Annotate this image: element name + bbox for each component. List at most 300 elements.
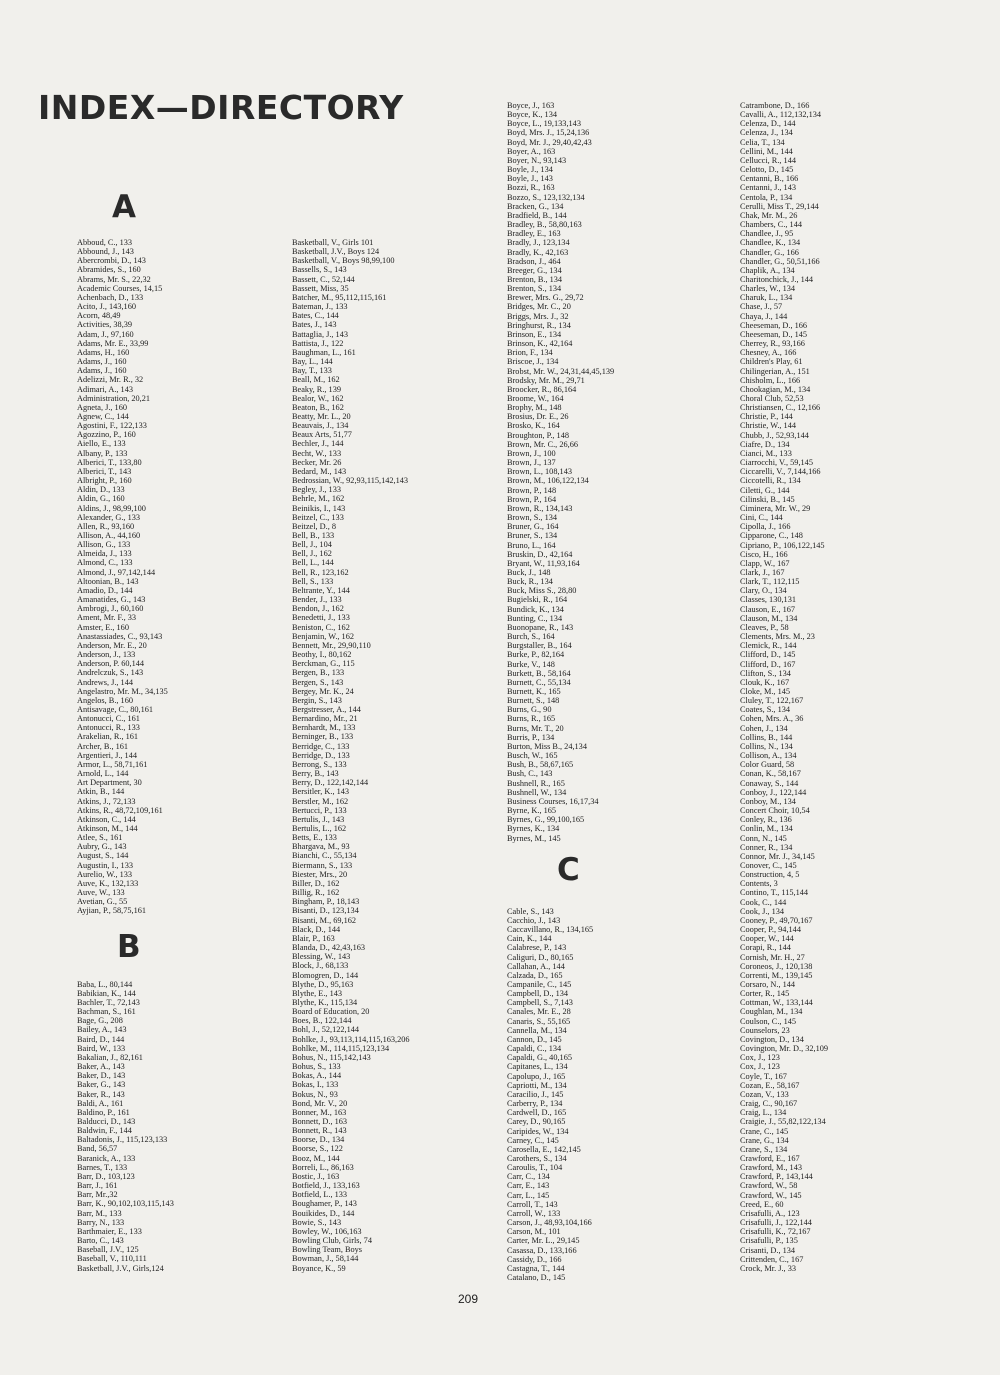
index-entry: Anderson, Mr. E., 20 — [77, 640, 147, 650]
index-entry: Contents, 3 — [740, 879, 778, 889]
index-entry: Brown, R., 134,143 — [507, 503, 573, 513]
index-entry: Albany, P., 133 — [77, 448, 128, 458]
index-entry: Alberici, T., 143 — [77, 466, 132, 476]
index-entry: Adams, J., 160 — [77, 366, 127, 376]
index-entry: Bergin, S., 143 — [292, 695, 342, 705]
index-entry: Brown, J., 137 — [507, 458, 556, 468]
index-entry: Bowling Club, Girls, 74 — [292, 1236, 372, 1246]
index-entry: Baranick, A., 133 — [77, 1153, 136, 1163]
index-entry: Bell, J., 104 — [292, 540, 332, 550]
index-entry: Chubb, J., 52,93,144 — [740, 430, 809, 440]
index-entry: Crisafulli, A., 123 — [740, 1208, 800, 1218]
index-entry: Coates, S., 134 — [740, 705, 791, 715]
index-entry: Aldins, J., 98,99,100 — [77, 503, 146, 513]
index-entry: Borreli, L., 86,163 — [292, 1162, 354, 1172]
index-entry: Cottman, W., 133,144 — [740, 998, 813, 1008]
index-entry: Blessing, W., 143 — [292, 952, 351, 962]
index-entry: Brown, L., 108,143 — [507, 467, 572, 477]
index-entry: Black, D., 144 — [292, 924, 341, 934]
index-entry: Ament, Mr. F., 33 — [77, 613, 137, 623]
index-entry: Berrong, S., 133 — [292, 759, 347, 769]
index-entry — [77, 925, 277, 934]
index-entry: Barnes, T., 133 — [77, 1162, 128, 1172]
index-entry: Batcher, M., 95,112,115,161 — [292, 292, 387, 302]
index-entry: August, S., 144 — [77, 851, 129, 861]
index-entry: Campbell, D., 134 — [507, 989, 569, 999]
index-entry: Archer, B., 161 — [77, 741, 129, 751]
index-entry: Adams, H., 160 — [77, 347, 130, 357]
index-entry: Boyd, Mrs. J., 15,24,136 — [507, 128, 590, 138]
index-entry: Carroll, W., 133 — [507, 1208, 561, 1218]
index-entry: Boorse, D., 134 — [292, 1135, 345, 1145]
index-entry: Bedrossian, W., 92,93,115,142,143 — [292, 476, 409, 486]
index-entry: Classes, 130,131 — [740, 595, 797, 605]
index-entry: Agozzino, P., 160 — [77, 430, 136, 440]
index-entry: Carey, D., 90,165 — [507, 1117, 566, 1127]
index-entry: Allison, A., 44,160 — [77, 531, 141, 540]
index-entry: Briscoe, J., 134 — [507, 357, 559, 367]
index-column-3 — [507, 101, 727, 1282]
index-entry: Burns, R., 165 — [507, 714, 556, 724]
index-entry: Barry, N., 133 — [77, 1217, 125, 1227]
index-entry: Brenton, B., 134 — [507, 274, 563, 284]
index-entry: Boyer, N., 93,143 — [507, 155, 567, 165]
index-entry: Bushnell, R., 165 — [507, 778, 565, 788]
index-entry: Avetian, G., 55 — [77, 897, 128, 907]
index-entry: Bersitler, K., 143 — [292, 787, 350, 797]
index-entry: Burnett, K., 165 — [507, 687, 561, 696]
index-entry: Cheeseman, D., 145 — [740, 329, 808, 339]
index-entry: Carothers, S., 134 — [507, 1153, 567, 1163]
index-entry: Boyance, K., 59 — [292, 1263, 346, 1273]
index-entry: Bunting, C., 134 — [507, 613, 563, 623]
index-entry: Baker, R., 143 — [77, 1089, 125, 1099]
index-entry: Bealor, W., 162 — [292, 393, 344, 403]
index-entry: Bozzo, S., 123,132,134 — [507, 192, 585, 202]
index-entry: Baldino, P., 161 — [77, 1107, 130, 1117]
index-entry: Busch, W., 165 — [507, 751, 558, 761]
index-entry: Atkins, J., 72,133 — [77, 796, 136, 806]
index-entry: Chaplik, A., 134 — [740, 265, 795, 275]
index-entry: Buck, Miss S., 28,80 — [507, 586, 577, 596]
index-entry: Conaway, S., 144 — [740, 778, 799, 788]
index-entry: Callahan, A., 144 — [507, 961, 565, 971]
index-entry: Bokas, A., 144 — [292, 1071, 342, 1081]
index-entry: Armor, L., 58,71,161 — [77, 759, 148, 769]
index-entry: Blythe, K., 115,134 — [292, 997, 358, 1007]
index-entry: Chandlee, K., 134 — [740, 238, 801, 248]
index-entry: Baseball, V., 110,111 — [77, 1254, 147, 1264]
index-entry: Bushnell, W., 134 — [507, 787, 567, 797]
index-entry: Conner, R., 134 — [740, 842, 793, 852]
index-entry — [507, 879, 727, 888]
index-entry: Crane, G., 134 — [740, 1135, 789, 1145]
index-entry: Abbound, J., 143 — [77, 247, 134, 257]
index-entry: Bohus, N., 115,142,143 — [292, 1052, 371, 1062]
index-entry: Berry, B., 143 — [292, 769, 339, 779]
index-entry: Berry, D., 122,142,144 — [292, 778, 369, 788]
index-entry: Chisholm, L., 166 — [740, 375, 801, 385]
index-entry: Clifford, D., 145 — [740, 650, 796, 660]
index-entry: Ciarrocchi, V., 59,145 — [740, 458, 813, 468]
index-entry: Bryant, W., 11,93,164 — [507, 558, 580, 568]
index-entry: Bechler, J., 144 — [292, 439, 344, 449]
index-entry: Creed, E., 60 — [740, 1199, 784, 1209]
index-entry: Atlee, S., 161 — [77, 833, 123, 843]
index-entry: Bianchi, C., 55,134 — [292, 851, 357, 861]
index-entry: Bush, C., 143 — [507, 769, 553, 779]
index-entry: Cozan, V., 133 — [740, 1089, 789, 1099]
index-entry: Burns, G., 90 — [507, 705, 552, 715]
index-entry: Bonnett, R., 143 — [292, 1126, 347, 1136]
index-entry: Baseball, J.V., 125 — [77, 1245, 139, 1255]
index-entry: Clauson, M., 134 — [740, 613, 798, 623]
index-entry: Betts, E., 133 — [292, 833, 337, 843]
index-entry: Bringhurst, R., 134 — [507, 320, 571, 330]
index-entry: Cellucci, R., 144 — [740, 155, 796, 165]
index-entry: Coyle, T., 167 — [740, 1071, 787, 1081]
index-entry: Chak, Mr. M., 26 — [740, 210, 798, 220]
index-entry: Barr, D., 103,123 — [77, 1171, 135, 1181]
index-entry: Botfield, L., 133 — [292, 1190, 348, 1200]
index-entry: Choral Club, 52,53 — [740, 394, 804, 403]
index-entry: Biller, D., 162 — [292, 878, 340, 888]
index-entry: Crittenden, C., 167 — [740, 1254, 804, 1264]
index-entry: Broughton, P., 148 — [507, 430, 570, 440]
index-entry: Allen, R., 93,160 — [77, 521, 135, 531]
index-entry: Bond, Mr. V., 20 — [292, 1098, 348, 1108]
index-entry: Corter, R., 145 — [740, 989, 790, 999]
index-entry: Calzada, D., 165 — [507, 970, 563, 980]
index-entry: Carter, Mr. L., 29,145 — [507, 1236, 580, 1246]
index-entry: Catrambone, D., 166 — [740, 101, 810, 110]
index-entry: Agnew, C., 144 — [77, 411, 129, 421]
index-entry: Beatty, Mr. L., 20 — [292, 411, 351, 421]
index-entry: Brosius, Dr. E., 26 — [507, 412, 569, 422]
index-entry: Cipriano, P., 106,122,145 — [740, 540, 825, 550]
index-column-2 — [292, 238, 497, 1273]
index-entry: Conan, K., 58,167 — [740, 769, 801, 779]
index-entry: Band, 56,57 — [77, 1144, 118, 1154]
index-entry: Ciletti, G., 144 — [740, 485, 790, 495]
index-entry: Concert Choir, 10,54 — [740, 806, 810, 816]
index-entry: Argentieri, J., 144 — [77, 750, 137, 760]
index-entry: Bergen, S., 143 — [292, 677, 344, 687]
index-entry: Bradly, J., 123,134 — [507, 238, 570, 248]
index-entry: Chaya, J., 144 — [740, 311, 788, 321]
index-entry: Bell, S., 133 — [292, 576, 334, 586]
index-entry: Corsaro, N., 144 — [740, 980, 796, 989]
index-entry: Bakalian, J., 82,161 — [77, 1052, 143, 1062]
index-entry: Charitonchick, J., 144 — [740, 274, 814, 284]
index-entry: Bergey, Mr. K., 24 — [292, 686, 354, 696]
index-entry: Bowley, W., 106,163 — [292, 1226, 362, 1236]
index-entry: Cellini, M., 144 — [740, 146, 793, 156]
index-entry: Art Department, 30 — [77, 778, 142, 788]
index-entry: Bage, G., 208 — [77, 1016, 123, 1026]
index-entry: Clark, J., 167 — [740, 567, 785, 577]
index-entry: Altoonian, B., 143 — [77, 576, 139, 586]
index-entry: Adelizzi, Mr. R., 32 — [77, 375, 144, 385]
index-entry: Ciafre, D., 134 — [740, 439, 790, 449]
index-entry: Adam, J., 97,160 — [77, 329, 134, 339]
index-entry: Aldin, G., 160 — [77, 494, 125, 504]
index-entry: Crane, C., 145 — [740, 1126, 789, 1136]
index-entry: Brobst, Mr. W., 24,31,44,45,139 — [507, 366, 615, 376]
index-entry: Color Guard, 58 — [740, 760, 795, 770]
index-entry: Bernardino, Mr., 21 — [292, 714, 358, 724]
index-entry — [77, 934, 277, 943]
index-entry: Baba, L., 80,144 — [77, 979, 133, 989]
index-entry: Craig, L., 134 — [740, 1108, 787, 1118]
index-entry: Cavalli, A., 112,132,134 — [740, 110, 822, 120]
index-entry: Burke, P., 82,164 — [507, 650, 565, 660]
index-entry: Brewer, Mrs. G., 29,72 — [507, 293, 584, 303]
index-entry: Blair, P., 163 — [292, 933, 335, 943]
index-entry: Bay, L., 144 — [292, 357, 333, 367]
index-entry: Covington, D., 134 — [740, 1034, 804, 1044]
index-entry: Christie, W., 144 — [740, 421, 797, 431]
index-entry: Battaglia, J., 143 — [292, 329, 348, 339]
index-entry: Beaky, R., 139 — [292, 384, 342, 394]
index-entry: Buonopane, R., 143 — [507, 622, 574, 632]
section-letter-b: B — [117, 929, 141, 965]
index-entry: Boorse, S., 122 — [292, 1144, 343, 1154]
index-entry: Battista, J., 122 — [292, 338, 344, 348]
index-entry: Cain, K., 144 — [507, 934, 552, 944]
index-entry: Cannella, M., 134 — [507, 1025, 567, 1035]
index-entry: Chase, J., 57 — [740, 302, 783, 312]
index-entry: Anderson, P. 60,144 — [77, 659, 145, 669]
index-entry: Cipparone, C., 148 — [740, 531, 803, 541]
index-entry: Benjamin, W., 162 — [292, 631, 354, 641]
index-entry: Carr, L., 145 — [507, 1190, 550, 1200]
index-entry: Bailey, A., 143 — [77, 1025, 127, 1035]
index-entry: Amanatides, G., 143 — [77, 595, 146, 605]
index-entry: Bertulis, L., 162 — [292, 824, 347, 833]
index-entry: Counselors, 23 — [740, 1025, 790, 1035]
index-entry: Chandler, G., 166 — [740, 247, 799, 257]
index-entry: Beitzel, C., 133 — [292, 512, 344, 522]
index-entry: Bisanti, D., 123,134 — [292, 906, 359, 916]
index-entry: Acito, J., 143,160 — [77, 302, 136, 312]
index-entry: Celia, T., 134 — [740, 137, 785, 147]
index-entry: Canales, Mr. E., 28 — [507, 1007, 571, 1017]
index-entry: Ciccarelli, V., 7,144,166 — [740, 467, 821, 477]
index-entry: Brinson, E., 134 — [507, 329, 562, 339]
index-entry: Blanda, D., 42,43,163 — [292, 943, 366, 953]
index-entry: Bugielski, R., 164 — [507, 595, 568, 605]
index-entry: Bisanti, M., 69,162 — [292, 915, 357, 925]
index-entry: Atkinson, C., 144 — [77, 814, 136, 824]
index-entry: Cilinski, B., 145 — [740, 494, 795, 504]
index-entry: Bouikides, D., 144 — [292, 1208, 355, 1218]
index-entry: Cluley, T., 122,167 — [740, 696, 804, 706]
index-entry: Bergstresser, A., 144 — [292, 704, 361, 714]
index-entry: Bachman, S., 161 — [77, 1007, 136, 1017]
index-entry: Barr, M., 133 — [77, 1208, 122, 1218]
index-entry: Corapi, R., 144 — [740, 943, 791, 953]
index-entry: Adams, Mr. E., 33,99 — [77, 338, 149, 348]
index-entry — [77, 952, 277, 961]
index-entry: Beniston, C., 162 — [292, 622, 350, 632]
index-entry: Cook, J., 134 — [740, 906, 785, 916]
index-entry: Briggs, Mrs. J., 32 — [507, 311, 569, 321]
index-entry: Capaldi, G., 40,165 — [507, 1053, 572, 1063]
index-entry: Bell, J., 162 — [292, 549, 332, 559]
index-entry: Canaris, S., 55,165 — [507, 1016, 571, 1026]
index-entry: Anderson, J., 133 — [77, 650, 136, 660]
index-entry: Bowie, S., 143 — [292, 1217, 342, 1227]
index-entry: Cardwell, D., 165 — [507, 1108, 567, 1118]
index-entry: Covington, Mr. D., 32,109 — [740, 1044, 829, 1054]
index-entry: Baker, A., 143 — [77, 1062, 125, 1072]
index-entry: Boyce, K., 134 — [507, 110, 558, 120]
index-entry: Casassa, D., 133,166 — [507, 1245, 577, 1255]
index-entry: Burgstaller, B., 164 — [507, 641, 572, 651]
index-entry: Cooney, P., 49,70,167 — [740, 915, 813, 925]
index-entry: Brophy, M., 148 — [507, 403, 562, 413]
index-entry: Bell, L., 144 — [292, 558, 334, 568]
index-entry: Conn, N., 145 — [740, 833, 787, 843]
index-entry: Atkins, R., 48,72,109,161 — [77, 805, 163, 815]
index-entry: Caccavillano, R., 134,165 — [507, 925, 594, 935]
index-entry: Bradley, B., 58,80,163 — [507, 220, 582, 230]
index-entry: Clary, O., 134 — [740, 586, 787, 596]
index-entry: Beitzel, D., 8 — [292, 521, 337, 531]
index-entry: Berridge, D., 133 — [292, 750, 350, 760]
index-entry: Bradson, J., 464 — [507, 256, 561, 266]
index-entry: Cable, S., 143 — [507, 906, 554, 916]
index-entry: Booz, M., 144 — [292, 1153, 340, 1163]
index-entry: Conlin, M., 134 — [740, 824, 793, 834]
index-entry: Bergen, B., 133 — [292, 668, 345, 678]
index-entry: Conboy, M., 134 — [740, 796, 796, 806]
index-entry: Antonucci, R., 133 — [77, 723, 140, 733]
index-entry: Agneta, J., 160 — [77, 402, 128, 412]
index-entry: Barr, Mr.,32 — [77, 1190, 118, 1200]
index-entry: Barthmaier, E., 133 — [77, 1226, 142, 1236]
index-entry: Abercrombi, D., 143 — [77, 256, 146, 266]
index-entry: Administration, 20,21 — [77, 393, 151, 403]
index-entry: Auve, W., 133 — [77, 888, 125, 898]
index-entry: Burnett, S., 148 — [507, 696, 560, 706]
index-entry: Clapp, W., 167 — [740, 558, 790, 568]
index-entry: Chilingerian, A., 151 — [740, 366, 810, 376]
index-entry: Cianci, M., 133 — [740, 448, 792, 458]
index-entry: Caroulis, T., 104 — [507, 1163, 563, 1173]
index-entry: Cohen, J., 134 — [740, 723, 788, 733]
index-entry: Christiansen, C., 12,166 — [740, 403, 821, 413]
index-entry: Albright, P., 160 — [77, 476, 132, 486]
index-entry: Coroneos, J., 120,138 — [740, 961, 813, 971]
index-entry: Burch, S., 164 — [507, 632, 555, 642]
index-entry: Agostini, F., 122,133 — [77, 421, 147, 431]
index-entry: Bertucci, P., 133 — [292, 805, 347, 815]
index-entry: Bridges, Mr. C., 20 — [507, 302, 571, 312]
index-entry: Byrnes, G., 99,100,165 — [507, 815, 585, 825]
index-entry: Crock, Mr. J., 33 — [740, 1263, 797, 1273]
index-entry: Berninger, B., 133 — [292, 732, 354, 742]
index-entry: Byrnes, M., 145 — [507, 833, 561, 843]
index-entry: Clemick, R., 144 — [740, 641, 797, 651]
index-entry: Crisafulli, P., 135 — [740, 1236, 798, 1246]
index-entry: Collins, B., 144 — [740, 732, 793, 742]
index-entry: Beall, M., 162 — [292, 375, 340, 385]
page-number: 209 — [458, 1292, 479, 1306]
index-entry: Beauvais, J., 134 — [292, 421, 349, 431]
index-entry: Bohus, S., 133 — [292, 1062, 341, 1072]
index-entry: Cox, J., 123 — [740, 1053, 780, 1063]
index-entry — [77, 943, 277, 952]
index-entry: Ciccotelli, R., 134 — [740, 476, 801, 486]
index-entry: Craig, C., 90,167 — [740, 1099, 798, 1109]
index-entry: Bendon, J., 162 — [292, 604, 344, 614]
index-entry: Bozzi, R., 163 — [507, 183, 555, 193]
index-entry: Ciminera, Mr. W., 29 — [740, 503, 811, 513]
index-entry: Auve, K., 132,133 — [77, 878, 139, 888]
index-entry: Berridge, C., 133 — [292, 741, 350, 751]
index-entry: Cloke, M., 145 — [740, 687, 791, 696]
index-entry: Basketball, J.V., Girls,124 — [77, 1263, 164, 1273]
index-entry: Cipolla, J., 166 — [740, 522, 791, 532]
index-entry: Boyce, L., 19,133,143 — [507, 119, 581, 129]
index-entry: Charuk, L., 134 — [740, 293, 793, 303]
index-entry: Barr, K., 90,102,103,115,143 — [77, 1199, 174, 1209]
index-entry: Board of Education, 20 — [292, 1007, 370, 1017]
index-entry: Arnold, L., 144 — [77, 769, 129, 779]
index-entry: Bender, J., 133 — [292, 595, 342, 605]
index-entry: Byrne, K., 165 — [507, 806, 557, 816]
index-entry: Cherrey, R., 93,166 — [740, 339, 805, 349]
index-entry: Crawford, W., 145 — [740, 1190, 802, 1200]
index-entry: Baughman, L., 161 — [292, 347, 356, 357]
index-entry: Baldwin, F., 144 — [77, 1126, 132, 1136]
index-entry: Boyle, J., 134 — [507, 165, 553, 175]
index-entry: Bates, C., 144 — [292, 311, 339, 321]
index-entry: Bassells, S., 143 — [292, 265, 347, 275]
index-entry: Burke, V., 148 — [507, 659, 555, 669]
index-entry: Bokas, I., 133 — [292, 1080, 339, 1090]
index-entry: Beltrante, Y., 144 — [292, 585, 350, 595]
index-entry: Atkinson, M., 144 — [77, 824, 138, 833]
index-entry: Brodsky, Mr. M., 29,71 — [507, 375, 585, 385]
index-entry: Chesney, A., 166 — [740, 348, 797, 358]
index-entry: Bruskin, D., 42,164 — [507, 549, 573, 559]
index-entry — [507, 843, 727, 852]
index-entry: Crawford, E., 167 — [740, 1153, 800, 1163]
index-entry: Cooper, P., 94,144 — [740, 925, 801, 935]
index-entry: Bruno, L., 164 — [507, 540, 556, 550]
index-entry: Carr, E., 143 — [507, 1181, 550, 1191]
index-entry: Capolupo, J., 165 — [507, 1071, 566, 1081]
index-entry: Cerulli, Miss T., 29,144 — [740, 201, 819, 211]
index-entry: Blythe, E., 143 — [292, 988, 343, 998]
index-entry: Beaton, B., 162 — [292, 402, 344, 412]
index-entry: Crawford, W., 58 — [740, 1181, 798, 1191]
index-entry: Brown, P., 148 — [507, 485, 557, 495]
index-entry: Chambers, C., 144 — [740, 220, 802, 230]
index-entry: Basketball, V., Girls 101 — [292, 238, 374, 247]
index-entry: Crisafulli, K., 72,167 — [740, 1227, 811, 1237]
index-entry: Connor, Mr. J., 34,145 — [740, 851, 815, 861]
index-entry: Almond, C., 133 — [77, 558, 133, 568]
index-entry: Bowling Team, Boys — [292, 1245, 363, 1255]
index-entry: Catalano, D., 145 — [507, 1273, 566, 1282]
index-entry: Andrews, J., 144 — [77, 677, 133, 687]
index-entry: Crisanti, D., 134 — [740, 1245, 796, 1255]
index-entry: Collison, A., 134 — [740, 751, 797, 761]
